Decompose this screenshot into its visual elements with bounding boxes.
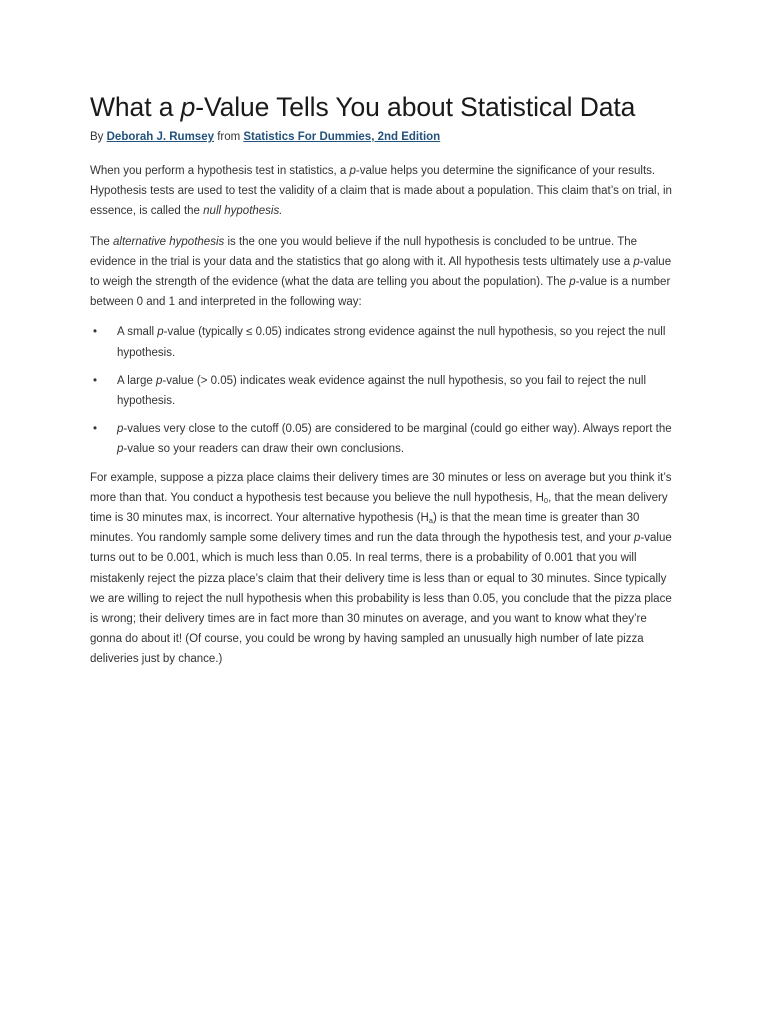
title-p-italic: p: [180, 92, 196, 122]
p2-italic-p2: p: [569, 276, 576, 289]
bullet-text-b: -value (> 0.05) indicates weak evidence against the null hypothesis, so you fail to reject the null hypothesis.: [117, 374, 647, 408]
bullet-icon: •: [93, 423, 98, 436]
p2-text-c: -value to weigh the strength of the evidence (what the data are telling you about the population). The: [90, 255, 672, 289]
p3-subscript-a: a: [428, 516, 433, 526]
bullet-text-c: -value so your readers can draw their own conclusions.: [123, 443, 405, 456]
article: [90, 90, 680, 670]
paragraph-example: [90, 468, 680, 670]
p1-italic-null: null hypothesis.: [203, 205, 283, 218]
p1-text-b: -value helps you determine the significance of your results. Hypothesis tests are used to test the validity of a claim that is made about a population. This claim that’s on trial, in essence, is called the: [90, 165, 672, 218]
bullet-text-a: A large: [117, 374, 156, 387]
p3-subscript-0: 0: [543, 495, 549, 505]
p1-italic-p: p: [349, 165, 356, 177]
p3-text-d: -value turns out to be 0.001, which is much less than 0.05. In real terms, there is a probability of 0.001 that you will mistakenly reject the pizza place’s claim that their delivery time is less than or equal to 30 minutes. Since typically we are willing to reject the null hypothesis when this probability is less than 0.05, you conclude that the pizza place is wrong; their delivery times are in fact more than 30 minutes on average, and you want to know what they’re gonna do about it! (Of course, you could be wrong by having sampled an unusually high number of late pizza deliveries just by chance.): [90, 532, 672, 666]
book-link[interactable]: Statistics For Dummies, 2nd Edition: [243, 131, 441, 143]
p2-text-a: The: [90, 235, 114, 248]
paragraph-intro: [90, 161, 680, 222]
byline-from: from: [214, 131, 244, 143]
p3-text-c: ) is that the mean time is greater than 30 minutes. You randomly sample some delivery times and run the data through the hypothesis test, and your: [90, 512, 640, 545]
p3-text-b: , that the mean delivery time is 30 minutes max, is incorrect. Your alternative hypothesis (H: [90, 491, 668, 525]
p1-text-a: When you perform a hypothesis test in statistics, a: [90, 165, 350, 177]
p2-italic-p1: p: [633, 255, 640, 268]
bullet-text-b: -value (typically ≤ 0.05) indicates strong evidence against the null hypothesis, so you reject the null hypothesis.: [117, 326, 666, 359]
bullet-italic-p: p: [157, 326, 164, 339]
bullet-italic-p: p: [156, 374, 163, 387]
author-link[interactable]: Deborah J. Rumsey: [106, 131, 214, 143]
title-text-start: What a: [90, 92, 181, 122]
p2-text-b: is the one you would believe if the null hypothesis is concluded to be untrue. The evidence in the trial is your data and the statistics that go along with it. All hypothesis tests ultimately use a: [90, 235, 638, 268]
byline-by: By: [90, 131, 107, 143]
p2-italic-alt: alternative hypothesis: [113, 235, 225, 248]
bullet-text-a: A small: [117, 326, 158, 339]
title-text-end: -Value Tells You about Statistical Data: [195, 92, 636, 122]
bullet-text-b: -values very close to the cutoff (0.05) are considered to be marginal (could go either way). Always report the: [123, 423, 672, 436]
p3-italic-p: p: [634, 532, 641, 545]
article-title: [90, 90, 680, 124]
p3-text-a: For example, suppose a pizza place claims their delivery times are 30 minutes or less on average but you think it’s more than that. You conduct a hypothesis test because you believe the null hypothesis, H: [90, 471, 672, 504]
paragraph-alternative: [90, 232, 680, 313]
bullet-italic-p2: p: [117, 443, 124, 456]
bullet-italic-p: p: [117, 423, 124, 436]
p2-text-d: -value is a number between 0 and 1 and interpreted in the following way:: [90, 276, 671, 309]
bullet-icon: •: [93, 326, 98, 339]
list-item: [90, 322, 680, 362]
list-item: [90, 371, 680, 411]
bullet-icon: •: [93, 374, 98, 387]
byline: [90, 127, 680, 147]
list-item: [90, 419, 680, 459]
bullet-list: [90, 322, 680, 459]
